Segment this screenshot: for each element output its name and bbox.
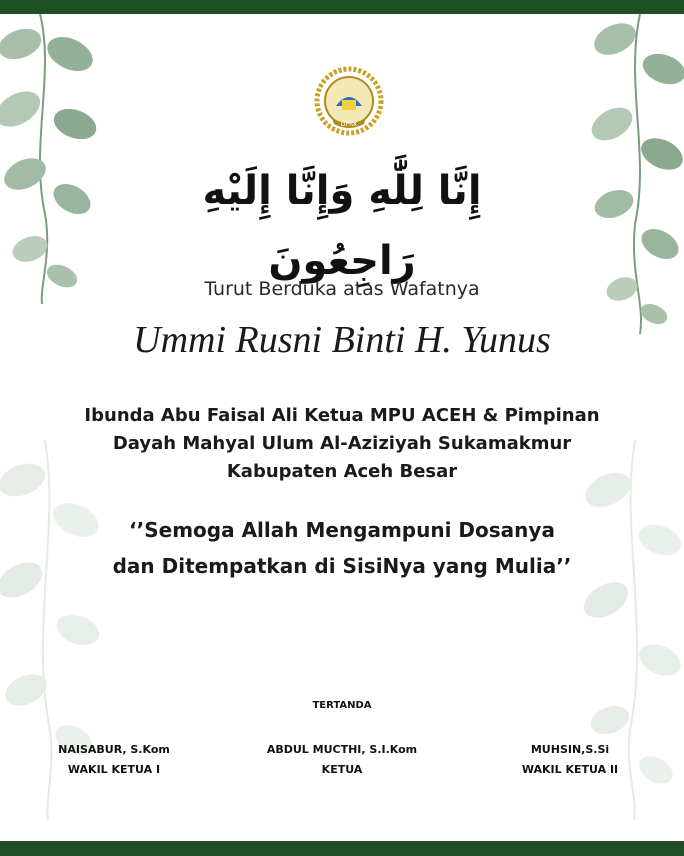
description-line: Kabupaten Aceh Besar [226,461,458,482]
signatory-ketua [242,740,442,780]
bottom-border-bar [0,841,684,856]
deceased-name: Ummi Rusni Binti H. Yunus [133,319,551,361]
signatory-wakil-ketua-2 [470,740,670,780]
eucalyptus-leaves-top-left-icon [0,14,110,304]
prayer-line: ‘’Semoga Allah Mengampuni Dosanya [129,518,555,542]
emblem-label: DPRK [340,121,358,128]
signatory-title: KETUA [321,763,363,776]
condolence-subtitle: Turut Berduka atas Wafatnya [204,278,480,300]
tertanda-label: TERTANDA [312,700,372,711]
prayer-line: dan Ditempatkan di SisiNya yang Mulia’’ [112,554,572,578]
description-line: Ibunda Abu Faisal Ali Ketua MPU ACEH & Pimpinan [84,405,600,426]
signatory-name: ABDUL MUCTHI, S.I.Kom [266,743,418,756]
signatory-name: NAISABUR, S.Kom [58,743,170,756]
signatory-wakil-ketua-1 [14,740,214,780]
relation-description [40,402,644,486]
signatory-name: MUHSIN,S.Si [530,743,610,756]
arabic-calligraphy: إِنَّا لِلَّٰهِ وَإِنَّا إِلَيْهِ رَاجِعُونَ [202,168,482,284]
prayer-quote [40,512,644,584]
description-line: Dayah Mahyal Ulum Al-Aziziyah Sukamakmur [112,433,572,454]
dprk-emblem-icon [314,66,384,136]
top-border-bar [0,0,684,14]
signatory-title: WAKIL KETUA II [521,763,619,776]
signatory-title: WAKIL KETUA I [67,763,161,776]
